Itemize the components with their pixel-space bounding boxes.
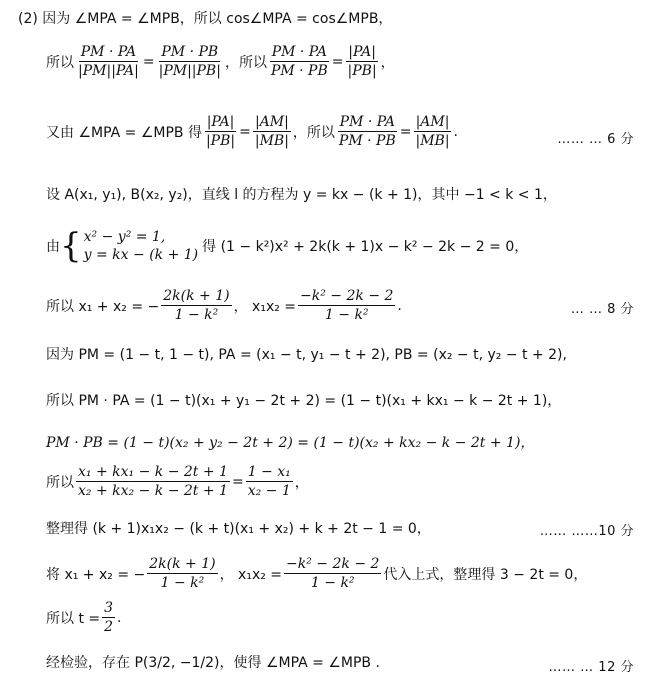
equals-sign: =: [231, 473, 244, 490]
fraction-10a-numerator: x₁ + kx₁ − k − 2t + 1: [76, 464, 230, 482]
line-8: [46, 390, 658, 410]
line-7: [46, 344, 658, 364]
fraction-2d-numerator: |PA|: [346, 44, 378, 62]
score-12: …… … 12 分: [548, 660, 634, 675]
line-12: [46, 556, 658, 591]
line-3-mid: ，所以: [292, 124, 335, 141]
line-11-text: 整理得 (k + 1)x₁x₂ − (k + t)(x₁ + x₂) + k + 2t − 1 = 0，: [46, 521, 431, 537]
line-2-mid: ，所以: [224, 54, 267, 71]
brace-icon: {: [60, 226, 82, 267]
line-12-mid: ， x₁x₂ =: [219, 566, 283, 583]
line-4: [46, 184, 658, 204]
equals-sign: =: [331, 53, 344, 70]
equals-sign: =: [399, 123, 412, 140]
line-9: [46, 432, 658, 452]
fraction-3c-denominator: PM · PB: [338, 133, 396, 150]
fraction-2b-denominator: |PM||PB|: [158, 63, 221, 80]
fraction-12a-denominator: 1 − k²: [160, 575, 205, 592]
fraction-2d: [346, 44, 379, 79]
fraction-12b-denominator: 1 − k²: [310, 575, 355, 592]
fraction-13-denominator: 2: [104, 619, 114, 636]
fraction-10b: [246, 464, 293, 499]
system-equation-2: y = kx − (k + 1): [83, 247, 199, 264]
fraction-6a-numerator: 2k(k + 1): [161, 288, 231, 306]
line-10: [46, 464, 658, 499]
fraction-13: [102, 600, 115, 635]
system-equation-1: x² − y² = 1,: [83, 229, 166, 245]
line-3-prefix: 又由 ∠MPA = ∠MPB 得: [46, 124, 202, 141]
fraction-3c-numerator: PM · PA: [338, 114, 397, 132]
fraction-3a: [204, 114, 237, 149]
line-1: [18, 8, 658, 28]
line-6-mid: ， x₁x₂ =: [233, 298, 297, 315]
line-7-text: 因为 PM = (1 − t, 1 − t), PA = (x₁ − t, y₁ − t + 2), PB = (x₂ − t, y₂ − t + 2),: [46, 347, 567, 363]
fraction-3a-denominator: |PB|: [205, 133, 236, 150]
fraction-12a-numerator: 2k(k + 1): [147, 556, 217, 574]
line-4-text: 设 A(x₁, y₁), B(x₂, y₂)，直线 l 的方程为 y = kx − (k + 1)，其中 −1 < k < 1，: [46, 187, 557, 203]
fraction-12a: [147, 556, 217, 591]
line-6: [46, 288, 658, 323]
line-5: [46, 226, 658, 267]
equals-sign: =: [239, 123, 251, 140]
line-2: [46, 44, 658, 79]
fraction-6a: [161, 288, 231, 323]
line-13: [46, 600, 658, 635]
period: .: [397, 297, 402, 314]
period: .: [117, 609, 122, 626]
line-5-prefix: 由: [46, 239, 60, 256]
equals-sign: =: [142, 53, 155, 70]
fraction-6b: [298, 288, 395, 323]
fraction-2a: [76, 44, 141, 79]
fraction-3c: [337, 114, 398, 149]
line-6-prefix: 所以 x₁ + x₂ = −: [46, 298, 160, 315]
fraction-3b-numerator: |AM|: [253, 114, 291, 132]
line-5-result: 得 (1 − k²)x² + 2k(k + 1)x − k² − 2k − 2 = 0，: [202, 239, 529, 256]
score-8: … … 8 分: [570, 302, 634, 317]
fraction-2b-numerator: PM · PB: [159, 44, 220, 62]
score-10: …… ……10 分: [539, 524, 634, 539]
line-9-text: PM · PB = (1 − t)(x₂ + y₂ − 2t + 2) = (1 − t)(x₂ + kx₂ − k − 2t + 1)，: [46, 435, 535, 451]
fraction-2a-numerator: PM · PA: [79, 44, 138, 62]
fraction-2a-denominator: |PM||PA|: [78, 63, 139, 80]
fraction-10a: [76, 464, 230, 499]
fraction-3a-numerator: |PA|: [205, 114, 237, 132]
comma: ，: [380, 54, 395, 71]
line-12-prefix: 将 x₁ + x₂ = −: [46, 566, 146, 583]
line-10-prefix: 所以: [46, 474, 74, 491]
line-2-prefix: 所以: [46, 54, 74, 71]
line-13-prefix: 所以 t =: [46, 610, 101, 627]
fraction-3b: [253, 114, 291, 149]
fraction-10b-denominator: x₂ − 1: [247, 483, 291, 500]
fraction-2c-numerator: PM · PA: [270, 44, 329, 62]
comma: ，: [294, 474, 309, 491]
fraction-12b-numerator: −k² − 2k − 2: [284, 556, 381, 574]
line-1-text: (2) 因为 ∠MPA = ∠MPB，所以 cos∠MPA = cos∠MPB，: [18, 11, 393, 27]
line-8-text: 所以 PM · PA = (1 − t)(x₁ + y₁ − 2t + 2) = (1 − t)(x₁ + kx₁ − k − 2t + 1)，: [46, 393, 562, 409]
equation-system: [60, 226, 199, 267]
fraction-6b-numerator: −k² − 2k − 2: [298, 288, 395, 306]
fraction-3d-denominator: |MB|: [415, 133, 450, 150]
fraction-6a-denominator: 1 − k²: [174, 307, 219, 324]
fraction-2c-denominator: PM · PB: [270, 63, 328, 80]
fraction-2c: [269, 44, 330, 79]
fraction-10b-numerator: 1 − x₁: [246, 464, 293, 482]
fraction-3b-denominator: |MB|: [254, 133, 289, 150]
fraction-12b: [284, 556, 381, 591]
period: .: [453, 123, 458, 140]
fraction-2d-denominator: |PB|: [347, 63, 377, 80]
fraction-3d: [413, 114, 451, 149]
fraction-10a-denominator: x₂ + kx₂ − k − 2t + 1: [78, 483, 228, 500]
fraction-3d-numerator: |AM|: [414, 114, 452, 132]
fraction-6b-denominator: 1 − k²: [324, 307, 369, 324]
fraction-2b: [157, 44, 223, 79]
line-14-text: 经检验，存在 P(3/2, −1/2)，使得 ∠MPA = ∠MPB .: [46, 655, 380, 671]
line-12-suffix: 代入上式，整理得 3 − 2t = 0，: [383, 566, 588, 583]
fraction-13-numerator: 3: [102, 600, 115, 618]
score-6: …… … 6 分: [557, 132, 634, 147]
